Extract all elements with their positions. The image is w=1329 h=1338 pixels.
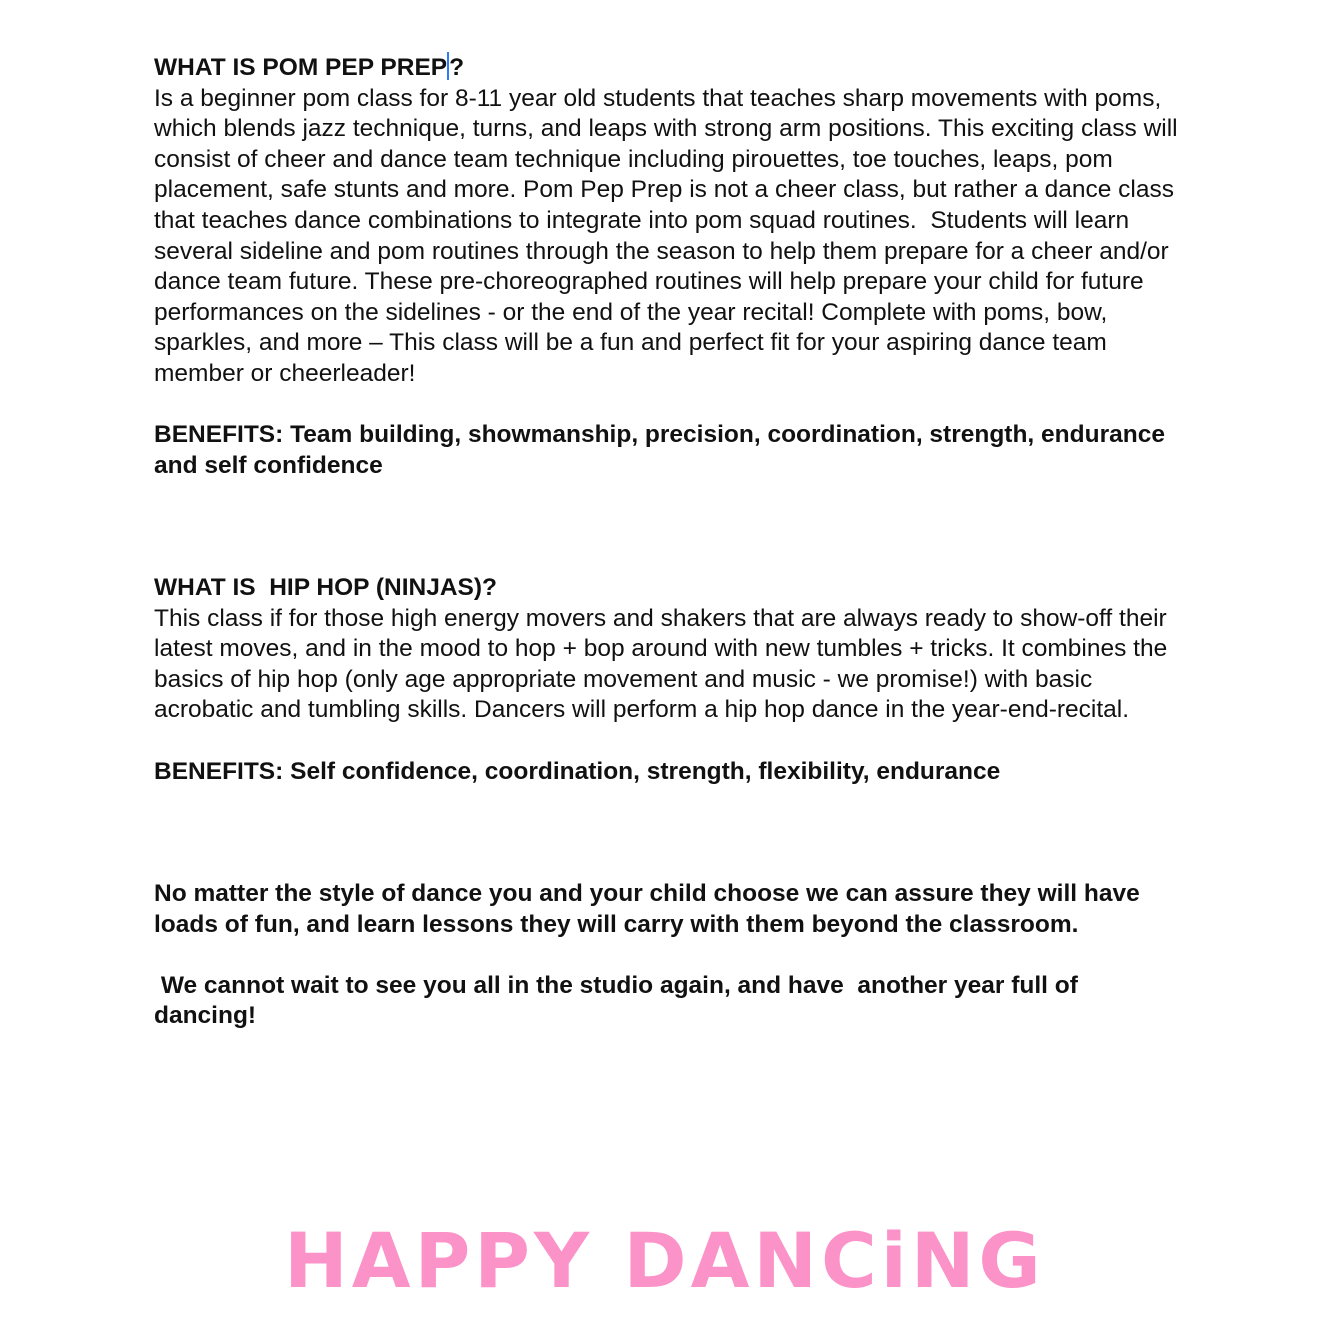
- spacer: [154, 390, 1184, 421]
- pom-heading-text: WHAT IS POM PEP PREP: [154, 54, 448, 81]
- spacer: [154, 481, 1184, 573]
- pom-pep-prep-heading: [154, 52, 1184, 84]
- pom-pep-prep-description: Is a beginner pom class for 8-11 year old students that teaches sharp movements with poms, which blends jazz technique, turns, and leaps with strong arm positions. This exciting class will consist of cheer and dance team technique including pirouettes, toe touches, leaps, pom placement, safe stunts and more. Pom Pep Prep is not a cheer class, but rather a dance class that teaches dance combinations to integrate into pom squad routines. Students will learn several sideline and pom routines through the season to help them prepare for a cheer and/or dance team future. These pre-choreographed routines will help prepare your child for future performances on the sidelines - or the end of the year recital! Complete with poms, bow, sparkles, and more – This class will be a fun and perfect fit for your aspiring dance team member or cheerleader!: [154, 84, 1185, 387]
- hip-hop-heading: WHAT IS HIP HOP (NINJAS)?: [154, 574, 498, 602]
- pom-heading-question-mark: ?: [449, 54, 465, 81]
- spacer: [154, 726, 1184, 757]
- hip-hop-benefits: BENEFITS: Self confidence, coordination, strength, flexibility, endurance: [154, 757, 1001, 785]
- spacer: [154, 940, 1184, 971]
- spacer: [154, 787, 1184, 879]
- happy-dancing-banner: HAPPY DANCiNG: [284, 1216, 1045, 1305]
- document-page: [154, 52, 1184, 1032]
- pom-pep-prep-benefits: BENEFITS: Team building, showmanship, precision, coordination, strength, endurance and self confidence: [154, 421, 1172, 479]
- hip-hop-description: This class if for those high energy movers and shakers that are always ready to show-off their latest moves, and in the mood to hop + bop around with new tumbles + tricks. It combines the basics of hip hop (only age appropriate movement and music - we promise!) with basic acrobatic and tumbling skills. Dancers will perform a hip hop dance in the year-end-recital.: [154, 604, 1175, 724]
- closing-paragraph-1: No matter the style of dance you and your child choose we can assure they will have loads of fun, and learn lessons they will carry with them beyond the classroom.: [154, 880, 1147, 938]
- closing-paragraph-2: We cannot wait to see you all in the studio again, and have another year full of dancing!: [154, 971, 1085, 1030]
